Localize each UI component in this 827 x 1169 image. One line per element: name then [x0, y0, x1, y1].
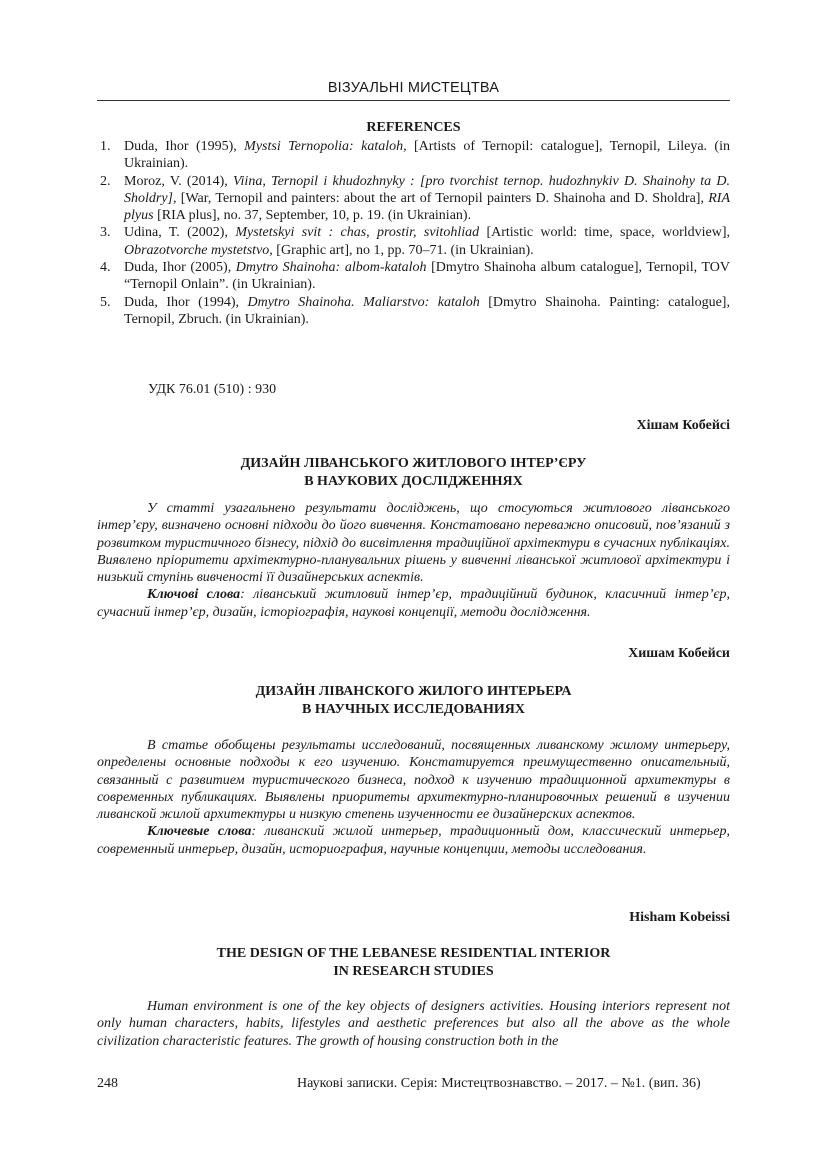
reference-item [97, 138, 730, 173]
title-ukrainian [97, 455, 730, 491]
reference-item [97, 259, 730, 294]
header-rule [97, 100, 730, 101]
title-ukrainian-line1: ДИЗАЙН ЛІВАНСЬКОГО ЖИТЛОВОГО ІНТЕР’ЄРУ [240, 456, 587, 471]
keywords-russian-label: Ключевые слова [147, 824, 252, 840]
title-english [97, 945, 730, 981]
abstract-ukrainian-text: У статті узагальнено результати досліджень, що стосуються житлового ліванського інтер’єру, визначено основні підходи до його вивчення. Констатовано переважно описовий, пов’язаний з розвитком туристичного бізнесу, підхід до висвітлення традиційної архітектури в сучасних публікаціях. Виявлено пріоритети архітектурно-планувальних рішень у вивченні ліванської житлової архітектури і низький ступінь вивченості її дизайнерських аспектів. [97, 501, 730, 586]
keywords-ukrainian [97, 586, 730, 621]
reference-item [97, 224, 730, 259]
reference-item [97, 173, 730, 225]
reference-italic-text: Mystetskyi svit : chas, prostir, svitohliad [235, 225, 480, 241]
keywords-ukrainian-label: Ключові слова [147, 587, 241, 603]
reference-italic-text: Obrazotvorche mystetstvo [124, 242, 270, 258]
reference-text: [Artistic world: time, space, worldview], [479, 225, 730, 241]
reference-text: Duda, Ihor (1994), [124, 294, 248, 310]
abstract-ukrainian [97, 500, 730, 621]
abstract-russian-text: В статье обобщены результаты исследований, посвященных ливанскому жилому интерьеру, определены основные подходы к его изучению. Констатируется преимущественно описательный, связанный с развитием туристического бизнеса, подход к изучению традиционной архитектуры в современных публикациях. Выявлены приоритеты архитектурно-планировочных решений в изучении ливанской жилой архитектуры и низкую степень изученности ее дизайнерских аспектов. [97, 738, 730, 823]
author-english: Hisham Kobeissi [629, 910, 730, 925]
author-russian: Хишам Кобейси [628, 646, 730, 661]
title-english-line2: IN RESEARCH STUDIES [333, 964, 494, 979]
keywords-ukrainian-text: : ліванський житловий інтер’єр, традиційний будинок, класичний інтер’єр, сучасний інтер’єр, дизайн, історіографія, наукові концепції, методи дослідження. [97, 587, 730, 620]
title-russian-line1: ДИЗАЙН ЛІВАНСКОГО ЖИЛОГО ИНТЕРЬЕРА [255, 684, 572, 699]
reference-item [97, 294, 730, 329]
abstract-english [97, 998, 730, 1050]
page-number: 248 [97, 1076, 118, 1091]
title-english-line1: THE DESIGN OF THE LEBANESE RESIDENTIAL INTERIOR [216, 946, 611, 961]
reference-number: 3. [100, 225, 111, 241]
abstract-english-text: Human environment is one of the key objects of designers activities. Housing interiors represent not only human characters, habits, lifestyles and aesthetic preferences but also all the above as the whole civilization characteristic features. The growth of housing construction both in the [97, 999, 730, 1049]
journal-citation: Наукові записки. Серія: Мистецтвознавство. – 2017. – №1. (вип. 36) [297, 1076, 701, 1091]
reference-number: 2. [100, 173, 111, 189]
author-ukrainian: Хішам Кобейсі [636, 418, 730, 433]
references-title: REFERENCES [366, 120, 461, 135]
title-ukrainian-line2: В НАУКОВИХ ДОСЛІДЖЕННЯХ [304, 474, 523, 489]
reference-italic-text: Mystsi Ternopolia: kataloh, [244, 139, 407, 154]
reference-number: 4. [100, 260, 111, 276]
running-header: ВІЗУАЛЬНІ МИСТЕЦТВА [327, 80, 500, 96]
reference-italic-text: Dmytro Shainoha: albom-kataloh [235, 260, 427, 276]
abstract-russian [97, 737, 730, 858]
reference-italic-text: Dmytro Shainoha. Maliarstvo: kataloh [247, 294, 480, 310]
reference-text: [Dmytro Shainoha. Painting: catalogue], Ternopil, Zbruch. (in Ukrainian). [124, 294, 730, 327]
reference-text: Duda, Ihor (1995), [124, 139, 245, 154]
keywords-russian-text: : ливанский жилой интерьер, традиционный дом, классический интерьер, современный интерьер, дизайн, историография, научные концепции, методы исследования. [97, 824, 730, 857]
reference-text: Udina, T. (2002), [124, 225, 236, 241]
reference-text: [Artists of Ternopil: catalogue], Ternopil, Lileya. (in Ukrainian). [124, 139, 730, 172]
reference-italic-text: Viina, Ternopil i khudozhnyky : [pro tvorchist ternop. hudozhnykiv D. Shainohy ta D. Sholdry], [124, 173, 731, 206]
reference-text: [War, Ternopil and painters: about the art of Ternopil painters D. Shainoha and D. Sholdra], [176, 190, 709, 206]
reference-text: Duda, Ihor (2005), [124, 260, 236, 276]
reference-text: Moroz, V. (2014), [124, 173, 234, 189]
keywords-russian [97, 823, 730, 858]
reference-number: 5. [100, 294, 111, 310]
references-list [97, 138, 730, 328]
reference-text: [Dmytro Shainoha album catalogue], Ternopil, TOV “Ternopil Onlain”. (in Ukrainian). [124, 260, 730, 293]
reference-italic-text: RIA plyus [124, 190, 730, 224]
title-russian-line2: В НАУЧНЫХ ИССЛЕДОВАНИЯХ [301, 702, 526, 717]
title-russian [97, 683, 730, 719]
reference-number: 1. [100, 139, 111, 154]
reference-text: , [Graphic art], no 1, pp. 70–71. (in Ukrainian). [269, 242, 534, 258]
udk-code: УДК 76.01 (510) : 930 [148, 382, 277, 397]
reference-text: [RIA plus], no. 37, September, 10, p. 19. (in Ukrainian). [153, 208, 472, 224]
